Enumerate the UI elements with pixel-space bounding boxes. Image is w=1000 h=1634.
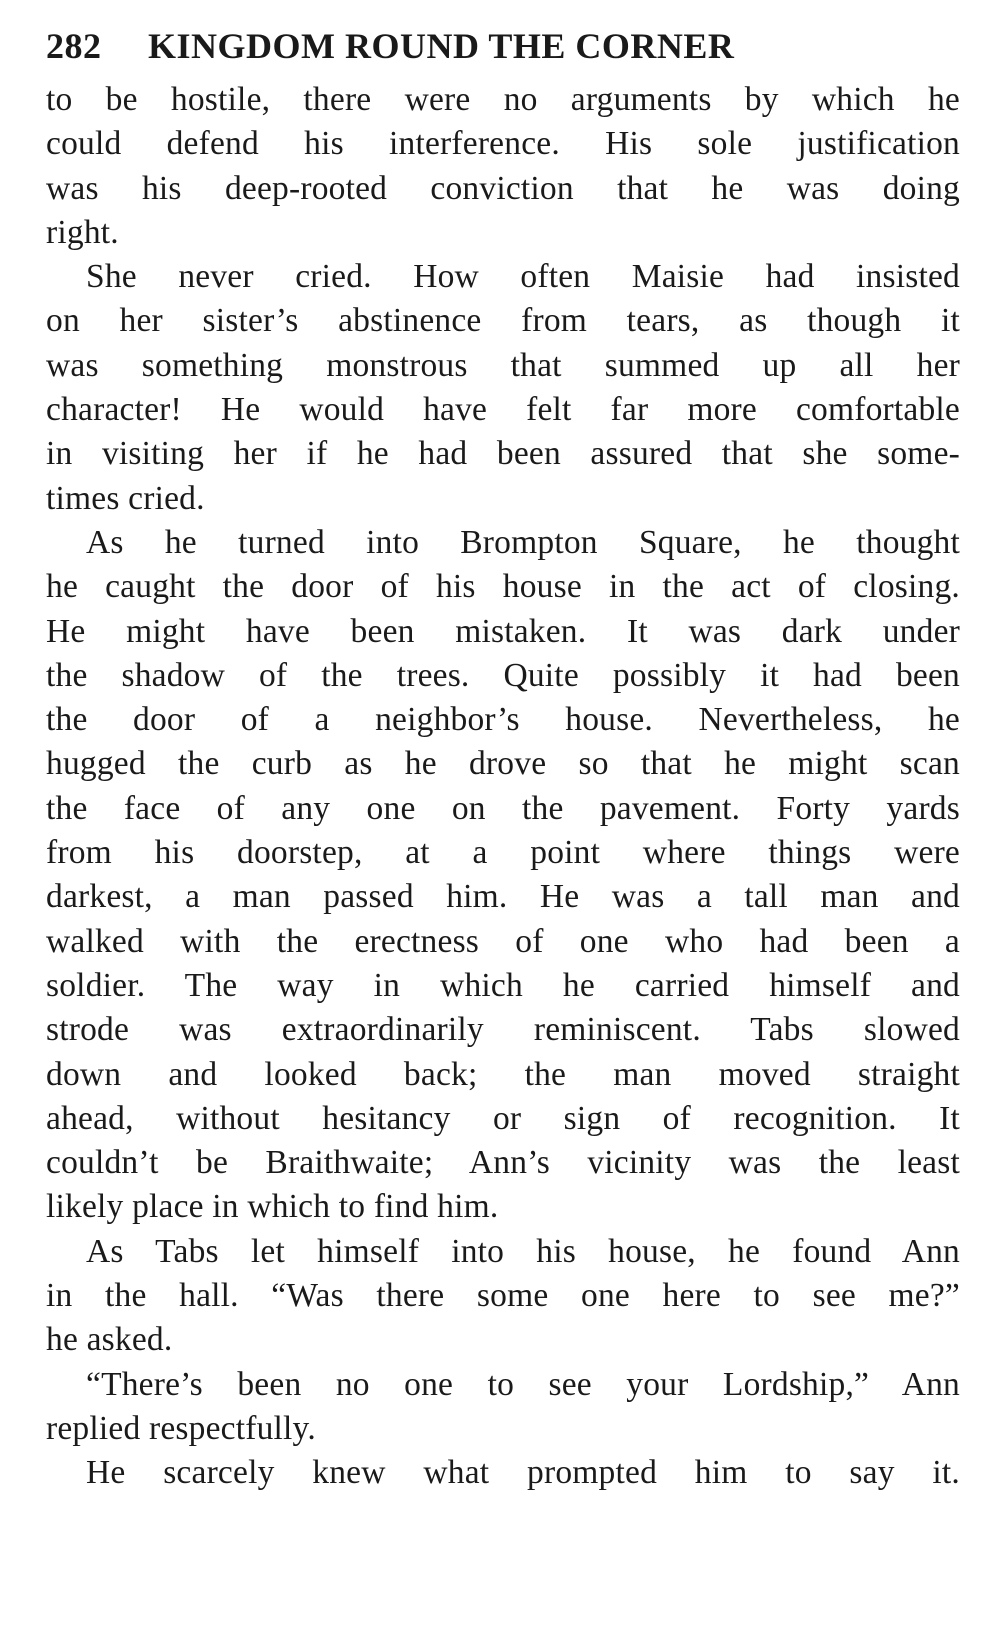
- text-line: replied respectfully.: [46, 1409, 316, 1447]
- text-line: was his deep-rooted conviction that he was doing: [46, 169, 960, 207]
- paragraph-3: [46, 521, 960, 1230]
- text-line: on her sister’s abstinence from tears, as though it: [46, 302, 960, 340]
- text-line: the face of any one on the pavement. Forty yards: [46, 789, 960, 827]
- text-line: strode was extraordinarily reminiscent. Tabs slowed: [46, 1011, 960, 1049]
- text-line: was something monstrous that summed up all her: [46, 346, 960, 384]
- text-line: hugged the curb as he drove so that he might scan: [46, 745, 960, 783]
- text-line: he asked.: [46, 1321, 173, 1359]
- text-line: As Tabs let himself into his house, he found Ann: [86, 1232, 960, 1270]
- paragraph-1: [46, 78, 960, 255]
- running-title: KINGDOM ROUND THE CORNER: [148, 26, 735, 66]
- paragraph-2: [46, 255, 960, 521]
- text-line: to be hostile, there were no arguments by which he: [46, 81, 960, 118]
- text-line: soldier. The way in which he carried himself and: [46, 966, 960, 1004]
- text-line: he caught the door of his house in the act of closing.: [46, 568, 960, 606]
- text-line: He scarcely knew what prompted him to say it.: [86, 1454, 960, 1492]
- text-line: the shadow of the trees. Quite possibly it had been: [46, 656, 960, 694]
- body-text: [46, 78, 960, 1496]
- text-line: could defend his interference. His sole justification: [46, 125, 960, 163]
- page-number: 282: [46, 26, 102, 66]
- text-line: times cried.: [46, 479, 205, 517]
- paragraph-6: [46, 1451, 960, 1495]
- text-line: “There’s been no one to see your Lordship,” Ann: [86, 1365, 960, 1403]
- text-line: As he turned into Brompton Square, he thought: [86, 523, 960, 561]
- book-page: [46, 14, 960, 1496]
- text-line: couldn’t be Braithwaite; Ann’s vicinity was the least: [46, 1144, 960, 1182]
- running-head: [46, 14, 960, 78]
- text-line: from his doorstep, at a point where things were: [46, 834, 960, 872]
- text-line: character! He would have felt far more comfortable: [46, 391, 960, 429]
- text-line: the door of a neighbor’s house. Nevertheless, he: [46, 701, 960, 739]
- text-line: He might have been mistaken. It was dark under: [46, 612, 960, 650]
- text-line: in the hall. “Was there some one here to see me?”: [46, 1277, 960, 1315]
- text-line: in visiting her if he had been assured that she some-: [46, 435, 960, 473]
- text-line: down and looked back; the man moved straight: [46, 1055, 960, 1093]
- paragraph-5: [46, 1363, 960, 1452]
- text-line: ahead, without hesitancy or sign of recognition. It: [46, 1099, 960, 1137]
- text-line: She never cried. How often Maisie had insisted: [86, 258, 960, 296]
- text-line: right.: [46, 213, 119, 251]
- paragraph-4: [46, 1230, 960, 1363]
- text-line: walked with the erectness of one who had been a: [46, 922, 960, 960]
- text-line: likely place in which to find him.: [46, 1188, 499, 1226]
- text-line: darkest, a man passed him. He was a tall man and: [46, 878, 960, 916]
